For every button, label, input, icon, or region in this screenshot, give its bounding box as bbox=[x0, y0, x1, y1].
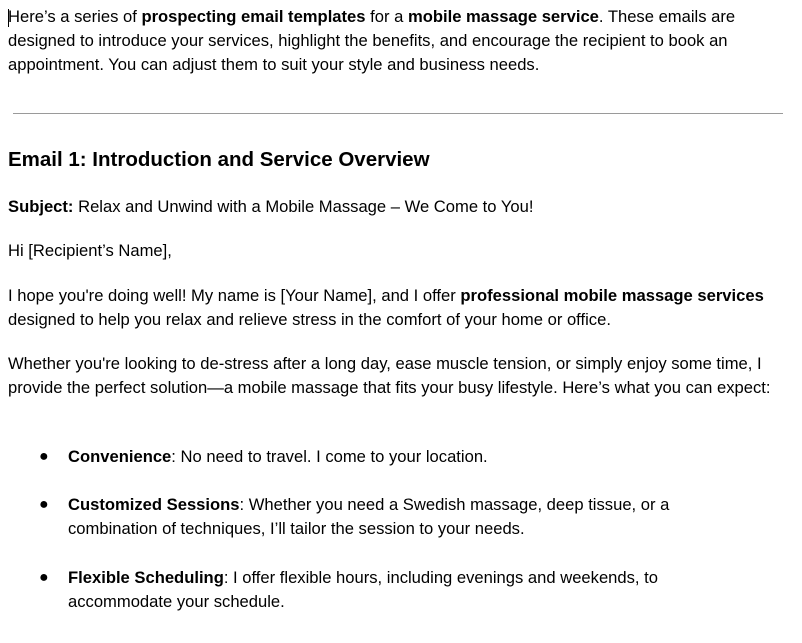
horizontal-divider bbox=[13, 113, 783, 114]
email1-paragraph-1 bbox=[8, 284, 794, 332]
bullet-icon: ● bbox=[39, 496, 49, 513]
list-item-bold: Customized Sessions bbox=[68, 495, 240, 514]
intro-text-3: . These emails are designed to introduce your services, highlight the benefits, and encourage the recipient to book an appointment. You can adjust them to suit your style and business needs. bbox=[8, 7, 736, 74]
email1-subject-line bbox=[8, 195, 533, 219]
email1-greeting: Hi [Recipient’s Name], bbox=[8, 241, 172, 260]
list-item bbox=[39, 445, 758, 469]
list-item-text: : Whether you need a Swedish massage, deep tissue, or a combination of techniques, I’ll tailor the session to your needs. bbox=[68, 495, 670, 538]
intro-text-1: Here’s a series of bbox=[8, 7, 142, 26]
bullet-icon: ● bbox=[39, 448, 49, 465]
intro-bold-1: prospecting email templates bbox=[141, 7, 366, 26]
subject-label: Subject: bbox=[8, 197, 74, 216]
intro-paragraph bbox=[8, 5, 794, 77]
subject-text: Relax and Unwind with a Mobile Massage – We Come to You! bbox=[73, 197, 534, 216]
list-item-text: : No need to travel. I come to your location. bbox=[171, 447, 488, 466]
intro-text-2: for a bbox=[365, 7, 408, 26]
para1-bold: professional mobile massage services bbox=[460, 286, 764, 305]
intro-bold-2: mobile massage service bbox=[407, 7, 599, 26]
para1-text-1: I hope you're doing well! My name is [Your Name], and I offer bbox=[8, 286, 461, 305]
list-item bbox=[39, 493, 758, 541]
email1-heading: Email 1: Introduction and Service Overview bbox=[8, 148, 430, 171]
list-item-text: : I offer flexible hours, including evenings and weekends, to accommodate your schedule. bbox=[68, 568, 658, 611]
bullet-icon: ● bbox=[39, 569, 49, 586]
list-item-bold: Flexible Scheduling bbox=[68, 568, 224, 587]
email1-paragraph-2: Whether you're looking to de-stress after a long day, ease muscle tension, or simply enjoy some time, I provide the perfect solution—a mobile massage that fits your busy lifestyle. Here’s what you can expect: bbox=[8, 354, 771, 397]
list-item bbox=[39, 566, 758, 614]
list-item-bold: Convenience bbox=[68, 447, 172, 466]
para1-text-2: designed to help you relax and relieve stress in the comfort of your home or office. bbox=[8, 310, 611, 329]
